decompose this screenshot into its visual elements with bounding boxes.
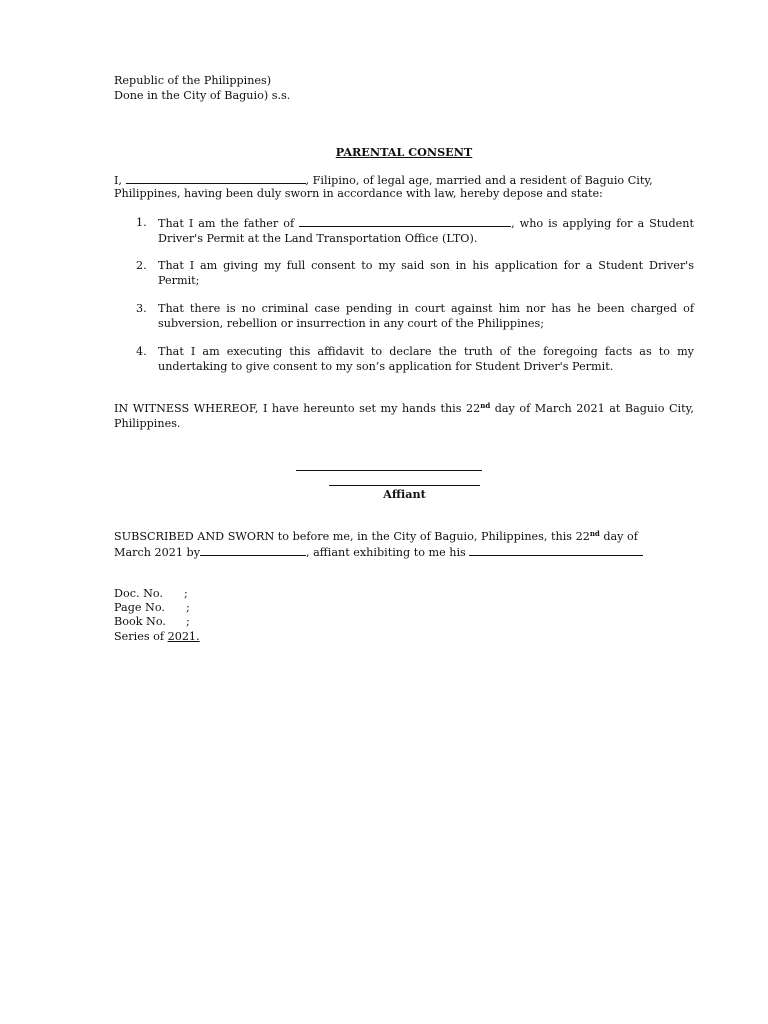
item-text: That there is no criminal case pending in court against him nor has he been charged of subversion, rebellion or insurrection in any court of the Philippines; bbox=[158, 302, 694, 330]
subscribed-ordinal: nd bbox=[589, 529, 600, 538]
doc-no-semicolon: ; bbox=[184, 587, 188, 600]
son-name-blank bbox=[299, 216, 511, 227]
subscribed-part-1: SUBSCRIBED AND SWORN to before me, in the City of Baguio, Philippines, this 22 bbox=[114, 530, 590, 543]
witness-ordinal: nd bbox=[480, 401, 491, 410]
affiant-label: Affiant bbox=[383, 487, 426, 501]
id-blank bbox=[469, 545, 643, 556]
affiant-name-blank bbox=[126, 173, 306, 184]
list-item bbox=[136, 302, 694, 331]
item-text: That I am giving my full consent to my said son in his application for a Student Driver's Permit; bbox=[158, 259, 694, 287]
subscribed-exhibiting: , affiant exhibiting to me his bbox=[306, 546, 466, 559]
doc-no bbox=[114, 587, 188, 601]
signature-line bbox=[296, 470, 482, 471]
subscribed-part-2: day of bbox=[599, 530, 638, 543]
document-title: PARENTAL CONSENT bbox=[335, 145, 473, 159]
item-number: 3. bbox=[136, 302, 147, 315]
intro-rest: , Filipino, of legal age, married and a resident of Baguio City, bbox=[305, 174, 653, 187]
book-no bbox=[114, 615, 190, 629]
series-label: Series of bbox=[114, 630, 165, 643]
item-number: 1. bbox=[136, 216, 147, 229]
witness-part-2: day of March 2021 at Baguio City, Philippines. bbox=[114, 402, 694, 430]
item-number: 4. bbox=[136, 345, 147, 358]
signature-name-line bbox=[329, 485, 480, 486]
page-no bbox=[114, 601, 190, 615]
page-no-semicolon: ; bbox=[186, 601, 190, 614]
doc-no-label: Doc. No. bbox=[114, 587, 163, 600]
header-republic: Republic of the Philippines) bbox=[114, 74, 272, 87]
witness-paragraph bbox=[114, 402, 694, 431]
list-item bbox=[136, 216, 694, 246]
subscribed-march: March 2021 by bbox=[114, 546, 201, 559]
intro-line-2: Philippines, having been duly sworn in accordance with law, hereby depose and state: bbox=[114, 187, 603, 200]
item-1-prefix: That I am the father of bbox=[158, 217, 295, 230]
series-year: 2021. bbox=[167, 630, 200, 643]
subscribed-line-2 bbox=[114, 545, 643, 560]
subscribed-line-1 bbox=[114, 530, 694, 544]
intro-line-1 bbox=[114, 173, 653, 188]
series bbox=[114, 630, 200, 644]
item-1-suffix: , who is applying for a Student Driver's Permit at the Land Transportation Office (LTO). bbox=[158, 217, 694, 245]
page-no-label: Page No. bbox=[114, 601, 165, 614]
witness-part-1: IN WITNESS WHEREOF, I have hereunto set my hands this 22 bbox=[114, 402, 481, 415]
book-no-semicolon: ; bbox=[186, 615, 190, 628]
intro-prefix: I, bbox=[114, 174, 122, 187]
list-item bbox=[136, 345, 694, 374]
item-number: 2. bbox=[136, 259, 147, 272]
header-city: Done in the City of Baguio) s.s. bbox=[114, 89, 291, 102]
list-item bbox=[136, 259, 694, 288]
item-text bbox=[158, 216, 694, 246]
item-text: That I am executing this affidavit to declare the truth of the foregoing facts as to my undertaking to give consent to my son’s application for Student Driver's Permit. bbox=[158, 345, 694, 373]
affiant-blank bbox=[200, 545, 306, 556]
book-no-label: Book No. bbox=[114, 615, 166, 628]
